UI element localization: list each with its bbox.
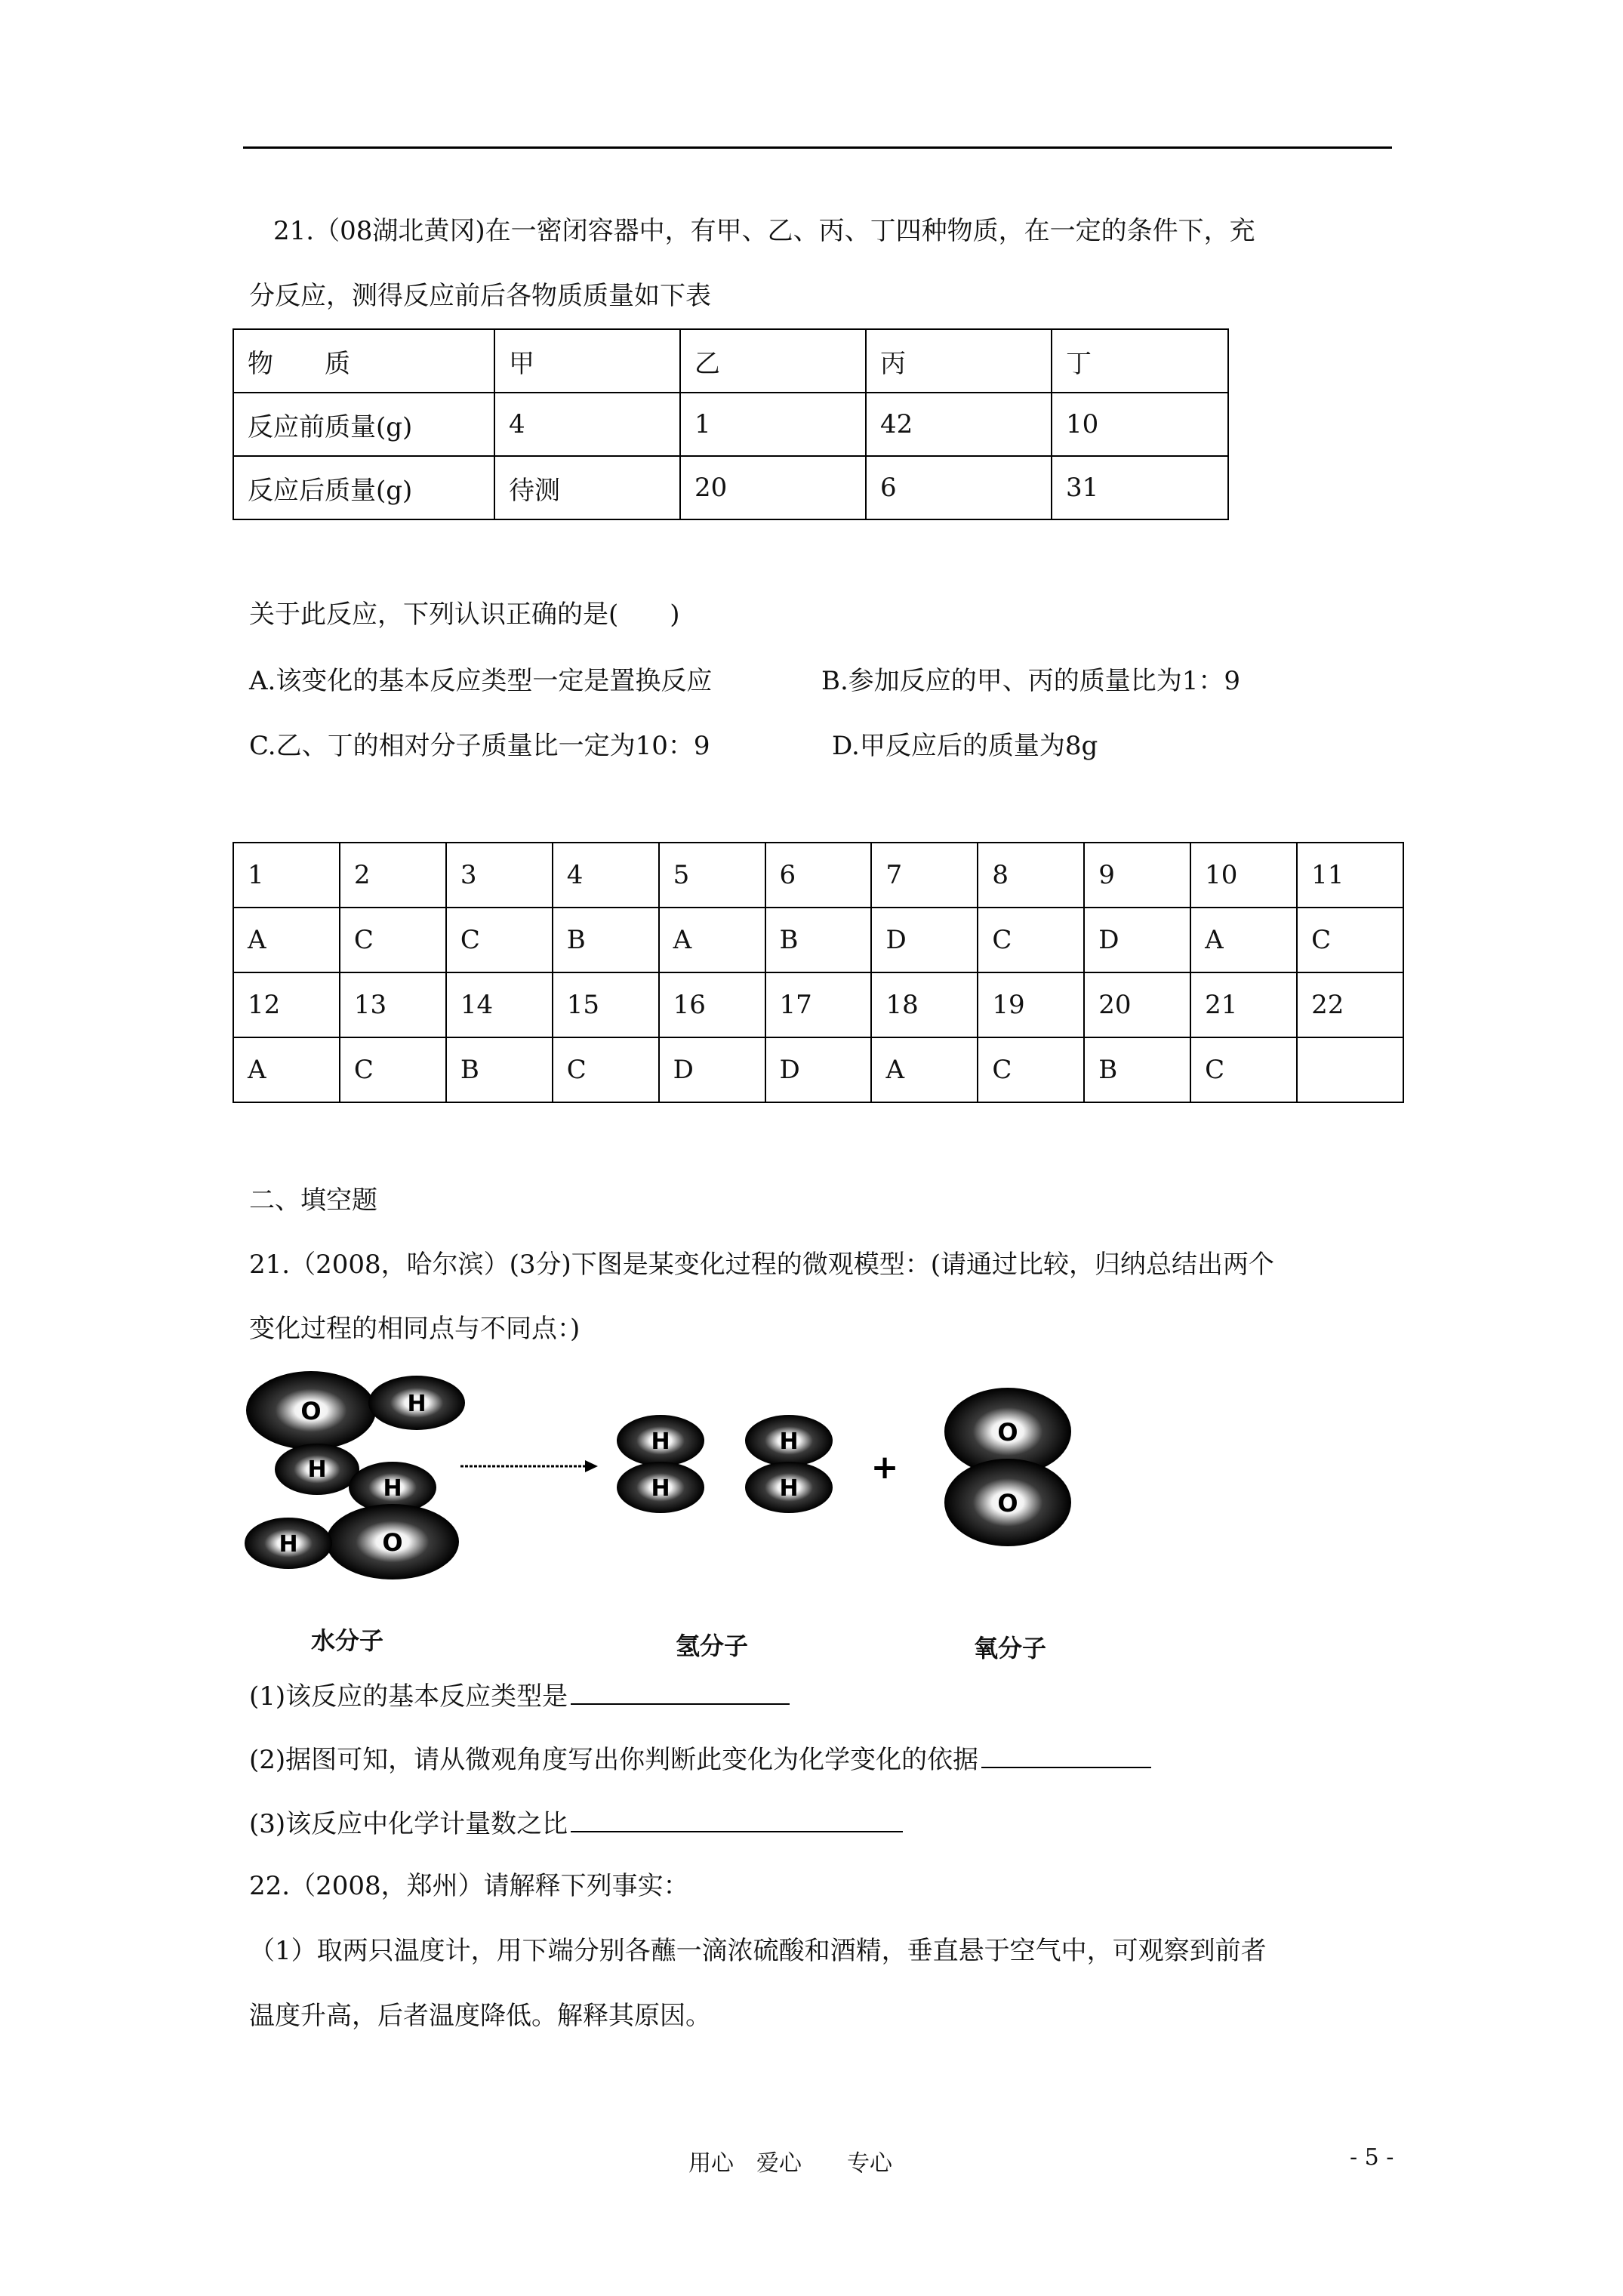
q21a-question: 关于此反应，下列认识正确的是( ) (249, 599, 680, 630)
answer-blank[interactable] (981, 1744, 1151, 1768)
table-cell: 1 (233, 843, 340, 908)
table-cell: 物 质 (233, 329, 494, 393)
table-row (233, 908, 1403, 972)
mass-table (233, 328, 1229, 520)
table-cell (1297, 1037, 1403, 1102)
table-cell: 2 (340, 843, 446, 908)
oxygen-molecule (944, 1388, 1071, 1546)
table-cell: A (1190, 908, 1297, 972)
table-cell: 8 (978, 843, 1084, 908)
q21a-option-a: A.该变化的基本反应类型一定是置换反应 (249, 666, 713, 696)
atom-label: H (779, 1475, 799, 1502)
plus-sign: + (870, 1448, 899, 1487)
table-cell: 6 (765, 843, 872, 908)
table-cell: D (871, 908, 978, 972)
table-cell: A (233, 908, 340, 972)
atom-label: H (651, 1475, 670, 1502)
answer-blank[interactable] (571, 1681, 790, 1705)
table-cell: D (1084, 908, 1190, 972)
atom-label: O (997, 1418, 1018, 1447)
atom-label: H (279, 1531, 298, 1558)
table-cell: 19 (978, 972, 1084, 1037)
table-cell: 乙 (680, 329, 866, 393)
table-cell: 18 (871, 972, 978, 1037)
table-row (233, 393, 1228, 456)
table-cell: 4 (494, 393, 680, 456)
table-row (233, 843, 1403, 908)
table-cell: D (765, 1037, 872, 1102)
table-cell: 13 (340, 972, 446, 1037)
table-cell: C (1297, 908, 1403, 972)
table-cell: C (340, 908, 446, 972)
table-cell: 15 (553, 972, 659, 1037)
table-cell: D (659, 1037, 765, 1102)
table-cell: 11 (1297, 843, 1403, 908)
q21a-option-d: D.甲反应后的质量为8g (832, 731, 1098, 761)
table-cell: 16 (659, 972, 765, 1037)
page-number: - 5 - (1350, 2144, 1394, 2171)
footer-slogan: 用心 爱心 专心 (688, 2150, 892, 2177)
table-cell: A (233, 1037, 340, 1102)
table-cell: C (978, 908, 1084, 972)
sub-question-2-text: (2)据图可知，请从微观角度写出你判断此变化为化学变化的依据 (249, 1745, 979, 1775)
table-cell: C (1190, 1037, 1297, 1102)
table-row (233, 1037, 1403, 1102)
table-cell: 1 (680, 393, 866, 456)
hydrogen-molecules (617, 1415, 833, 1513)
q21a-line2: 分反应，测得反应前后各物质质量如下表 (249, 281, 711, 311)
q22-title: 22.（2008，郑州）请解释下列事实： (249, 1871, 689, 1901)
table-cell: 10 (1052, 393, 1228, 456)
atom-label: O (997, 1489, 1018, 1518)
sub-question-2 (249, 1744, 1151, 1775)
table-cell: A (871, 1037, 978, 1102)
table-cell: 7 (871, 843, 978, 908)
table-cell: 待测 (494, 456, 680, 519)
table-cell: 4 (553, 843, 659, 908)
q21a-option-b: B.参加反应的甲、丙的质量比为1：9 (821, 666, 1241, 696)
table-cell: 42 (866, 393, 1052, 456)
q21b-line2: 变化过程的相同点与不同点：) (249, 1314, 581, 1344)
table-cell: B (1084, 1037, 1190, 1102)
hydrogen-molecule-label: 氢分子 (676, 1632, 749, 1660)
table-cell: 反应前质量(g) (233, 393, 494, 456)
table-cell: 3 (446, 843, 553, 908)
atom-label: H (383, 1475, 402, 1502)
table-cell: 20 (1084, 972, 1190, 1037)
table-cell: 17 (765, 972, 872, 1037)
table-cell: 20 (680, 456, 866, 519)
table-cell: 10 (1190, 843, 1297, 908)
table-cell: 22 (1297, 972, 1403, 1037)
table-cell: 5 (659, 843, 765, 908)
table-cell: 12 (233, 972, 340, 1037)
table-cell: 反应后质量(g) (233, 456, 494, 519)
atom-label: O (382, 1528, 403, 1557)
table-row (233, 972, 1403, 1037)
table-cell: C (446, 908, 553, 972)
arrow-icon (460, 1460, 598, 1472)
answer-blank[interactable] (571, 1808, 903, 1832)
sub-question-3 (249, 1808, 903, 1839)
table-cell: C (978, 1037, 1084, 1102)
table-row (233, 329, 1228, 393)
table-row (233, 456, 1228, 519)
header-rule (243, 146, 1392, 149)
q22-1-line2: 温度升高，后者温度降低。解释其原因。 (249, 2001, 711, 2031)
oxygen-molecule-label: 氧分子 (974, 1634, 1047, 1663)
water-molecule-label: 水分子 (311, 1626, 384, 1655)
atom-label: O (300, 1397, 322, 1425)
table-cell: 甲 (494, 329, 680, 393)
water-molecules (245, 1371, 465, 1579)
sub-question-1-text: (1)该反应的基本反应类型是 (249, 1681, 568, 1712)
answer-table (233, 842, 1404, 1103)
table-cell: C (553, 1037, 659, 1102)
table-cell: B (446, 1037, 553, 1102)
q21b-line1: 21.（2008，哈尔滨）(3分)下图是某变化过程的微观模型：(请通过比较，归纳总结出两个 (249, 1250, 1275, 1280)
table-cell: 9 (1084, 843, 1190, 908)
table-cell: A (659, 908, 765, 972)
atom-label: H (307, 1456, 327, 1483)
table-cell: B (553, 908, 659, 972)
table-cell: 6 (866, 456, 1052, 519)
table-cell: 丙 (866, 329, 1052, 393)
q21a-option-c: C.乙、丁的相对分子质量比一定为10：9 (249, 731, 710, 761)
table-cell: 21 (1190, 972, 1297, 1037)
q21a-line1: 21.（08湖北黄冈)在一密闭容器中，有甲、乙、丙、丁四种物质，在一定的条件下，充 (273, 216, 1255, 246)
atom-label: H (651, 1428, 670, 1455)
atom-label: H (779, 1428, 799, 1455)
atom-label: H (407, 1391, 427, 1417)
section2-heading: 二、填空题 (249, 1185, 377, 1216)
table-cell: 14 (446, 972, 553, 1037)
table-cell: 丁 (1052, 329, 1228, 393)
q22-1-line1: （1）取两只温度计，用下端分别各蘸一滴浓硫酸和酒精，垂直悬于空气中，可观察到前者 (249, 1936, 1267, 1966)
table-cell: C (340, 1037, 446, 1102)
table-cell: 31 (1052, 456, 1228, 519)
sub-question-3-text: (3)该反应中化学计量数之比 (249, 1809, 568, 1839)
sub-question-1 (249, 1681, 790, 1712)
table-cell: B (765, 908, 872, 972)
